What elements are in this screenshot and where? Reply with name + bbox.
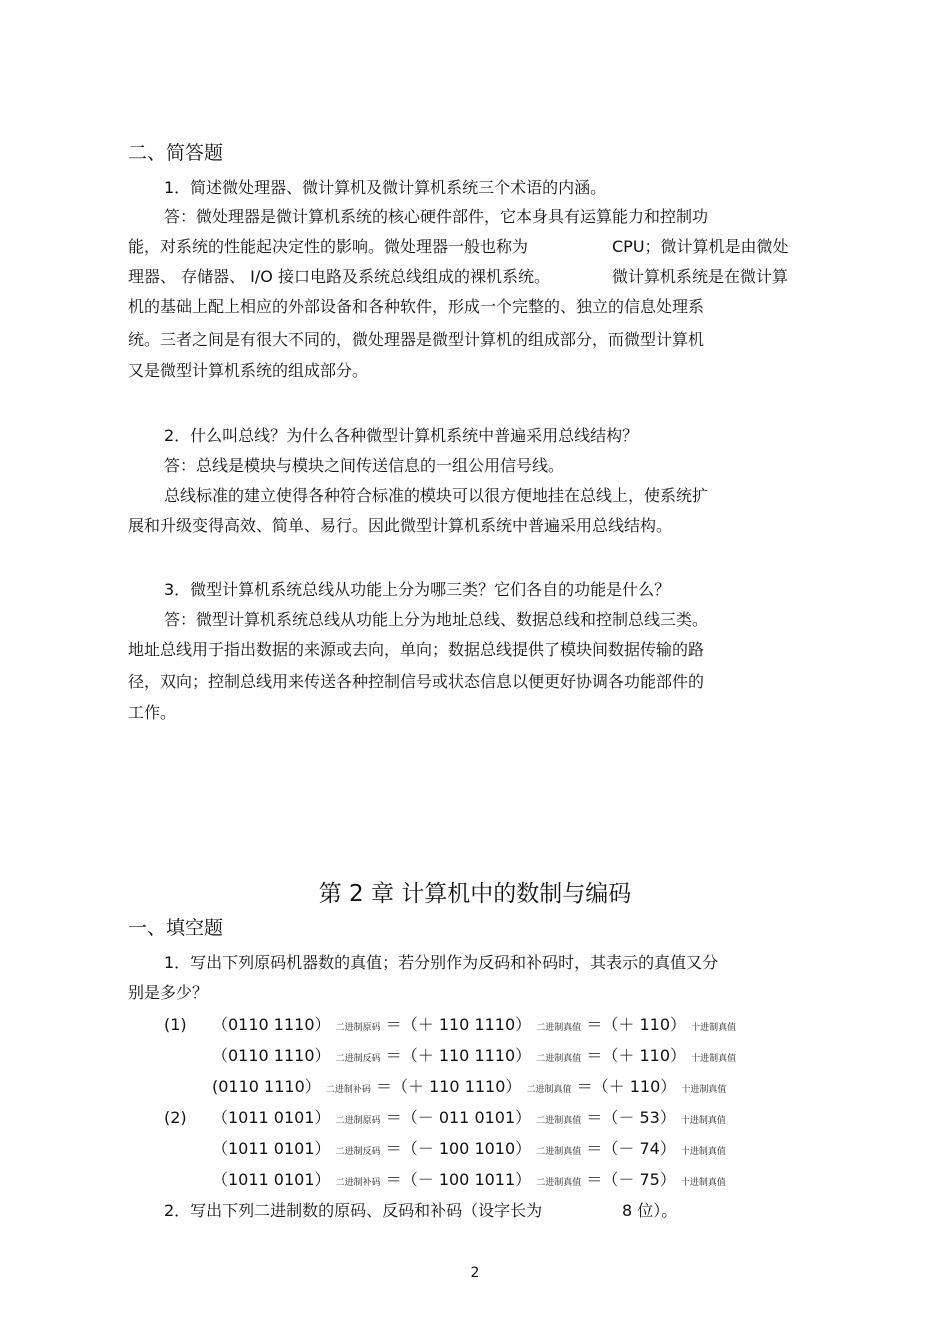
item-label: (2) — [164, 1108, 187, 1127]
decimal-subscript: 十进制真值 — [681, 1085, 727, 1095]
fill-question-2: 2．写出下列二进制数的原码、反码和补码（设字长为 — [164, 1201, 543, 1220]
binary-true-value: ＝（－ 011 0101） — [385, 1108, 532, 1127]
binary-subscript: 二进制真值 — [536, 1023, 582, 1033]
answer-1-line-6: 又是微型计算机系统的组成部分。 — [128, 361, 369, 380]
answer-3-line-4: 工作。 — [128, 703, 177, 722]
decimal-true-value: ＝（＋ 110） — [586, 1015, 687, 1034]
answer-2-line-1: 答：总线是模块与模块之间传送信息的一组公用信号线。 — [164, 456, 565, 475]
answer-2-line-2: 总线标准的建立使得各种符合标准的模块可以很方便地挂在总线上，使系统扩 — [164, 486, 709, 505]
answer-1-line-5: 统。三者之间是有很大不同的，微处理器是微型计算机的组成部分，而微型计算机 — [128, 330, 705, 349]
decimal-true-value: ＝（－ 74） — [586, 1139, 676, 1158]
decimal-true-value: ＝（－ 75） — [586, 1170, 676, 1189]
binary-subscript: 二进制真值 — [536, 1054, 582, 1064]
section-heading-fill-in: 一、填空题 — [128, 917, 224, 939]
answer-1-line-1: 答：微处理器是微计算机系统的核心硬件部件，它本身具有运算能力和控制功 — [164, 207, 709, 226]
answer-1-line-3b: 微计算机系统是在微计算 — [612, 267, 789, 286]
question-2: 2．什么叫总线？为什么各种微型计算机系统中普遍采用总线结构？ — [164, 426, 639, 445]
binary-subscript: 二进制真值 — [526, 1085, 572, 1095]
conversion-row — [164, 1108, 726, 1131]
code-value: （1011 0101） — [212, 1139, 331, 1158]
code-value: （0110 1110） — [212, 1046, 331, 1065]
chapter-title: 第 2 章 计算机中的数制与编码 — [318, 881, 632, 907]
code-value: （0110 1110） — [212, 1015, 331, 1034]
binary-subscript: 二进制真值 — [536, 1116, 582, 1126]
decimal-subscript: 十进制真值 — [680, 1147, 726, 1157]
section-heading-short-answer: 二、简答题 — [128, 142, 224, 164]
binary-subscript: 二进制真值 — [536, 1147, 582, 1157]
question-3: 3．微型计算机系统总线从功能上分为哪三类？它们各自的功能是什么？ — [164, 580, 671, 599]
decimal-subscript: 十进制真值 — [691, 1023, 737, 1033]
decimal-true-value: ＝（＋ 110） — [576, 1077, 677, 1096]
fill-question-1-line-1: 1．写出下列原码机器数的真值；若分别作为反码和补码时，其表示的真值又分 — [164, 953, 719, 972]
question-1: 1．简述微处理器、微计算机及微计算机系统三个术语的内涵。 — [164, 178, 607, 197]
code-subscript: 二进制反码 — [335, 1054, 381, 1064]
code-subscript: 二进制补码 — [335, 1178, 381, 1188]
decimal-subscript: 十进制真值 — [680, 1116, 726, 1126]
code-value: (0110 1110） — [212, 1077, 321, 1096]
code-value: （1011 0101） — [212, 1108, 331, 1127]
answer-3-line-3: 径，双向；控制总线用来传送各种控制信号或状态信息以便更好协调各功能部件的 — [128, 672, 705, 691]
binary-subscript: 二进制真值 — [536, 1178, 582, 1188]
code-subscript: 二进制原码 — [335, 1116, 381, 1126]
answer-1-line-3: 理器、 存储器、 I/O 接口电路及系统总线组成的裸机系统。 — [128, 267, 550, 286]
item-label: (1) — [164, 1015, 187, 1034]
answer-1-line-2b: CPU；微计算机是由微处 — [612, 237, 789, 256]
answer-1-line-2: 能，对系统的性能起决定性的影响。微处理器一般也称为 — [128, 237, 529, 256]
decimal-true-value: ＝（＋ 110） — [586, 1046, 687, 1065]
fill-question-2-tail: 8 位）。 — [622, 1201, 678, 1220]
binary-true-value: ＝（＋ 110 1110） — [385, 1015, 532, 1034]
decimal-subscript: 十进制真值 — [691, 1054, 737, 1064]
answer-2-line-3: 展和升级变得高效、简单、易行。因此微型计算机系统中普遍采用总线结构。 — [128, 516, 673, 535]
page-number: 2 — [470, 1265, 480, 1281]
fill-question-1-line-2: 别是多少？ — [128, 983, 209, 1002]
code-subscript: 二进制反码 — [335, 1147, 381, 1157]
answer-3-line-2: 地址总线用于指出数据的来源或去向，单向；数据总线提供了模块间数据传输的路 — [128, 640, 705, 659]
binary-true-value: ＝（－ 100 1010） — [385, 1139, 532, 1158]
conversion-row — [164, 1046, 736, 1069]
code-subscript: 二进制原码 — [335, 1023, 381, 1033]
code-subscript: 二进制补码 — [325, 1085, 371, 1095]
binary-true-value: ＝（－ 100 1011） — [385, 1170, 532, 1189]
conversion-row — [164, 1139, 726, 1162]
code-value: （1011 0101） — [212, 1170, 331, 1189]
decimal-subscript: 十进制真值 — [680, 1178, 726, 1188]
conversion-row — [164, 1170, 726, 1193]
conversion-row — [164, 1015, 736, 1038]
answer-1-line-4: 机的基础上配上相应的外部设备和各种软件，形成一个完整的、独立的信息处理系 — [128, 297, 705, 316]
answer-3-line-1: 答：微型计算机系统总线从功能上分为地址总线、数据总线和控制总线三类。 — [164, 610, 709, 629]
conversion-row — [164, 1077, 726, 1100]
binary-true-value: ＝（＋ 110 1110） — [375, 1077, 522, 1096]
binary-true-value: ＝（＋ 110 1110） — [385, 1046, 532, 1065]
decimal-true-value: ＝（－ 53） — [586, 1108, 676, 1127]
